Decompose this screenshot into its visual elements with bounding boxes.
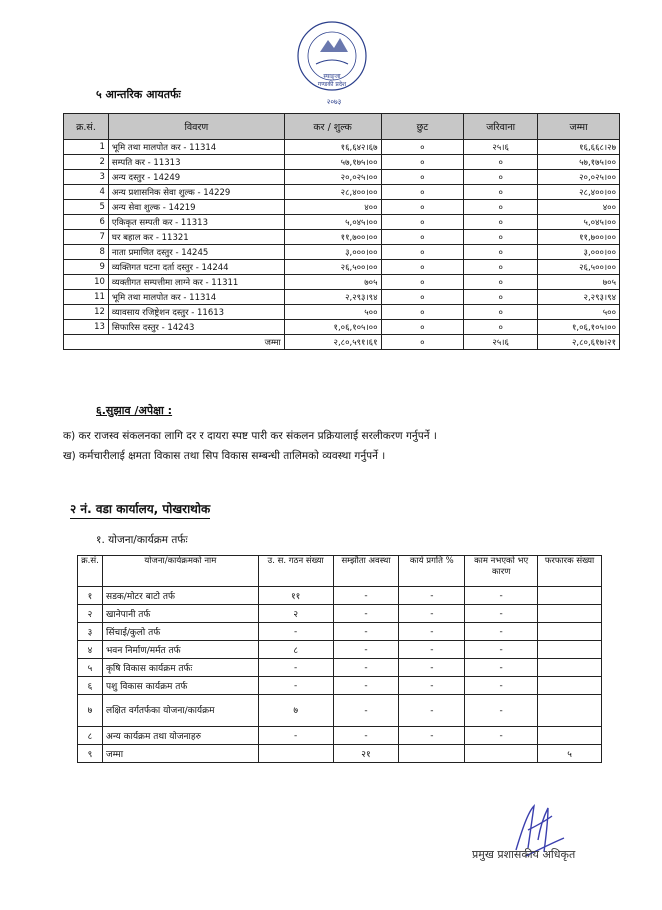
plan-header-reason: काम नभएको भए कारण (465, 556, 538, 587)
plan-row-user-committee: - (258, 727, 333, 745)
plan-row-user-committee: ७ (258, 695, 333, 727)
suggestion-item-1: क) कर राजस्व संकलनका लागि दर र दायरा स्पष्ट पारी कर संकलन प्रक्रियालाई सरलीकरण गर्नुपर्ने । (63, 430, 437, 442)
row-description: अन्य प्रशासनिक सेवा शुल्क - 14229 (108, 185, 284, 200)
plan-row-name: पशु विकास कार्यक्रम तर्फ (102, 677, 258, 695)
row-total: ५७,१७५।०० (538, 155, 620, 170)
plan-row-agreement: - (333, 677, 399, 695)
row-total: १६,६६८।२७ (538, 140, 620, 155)
row-exempt: ० (381, 230, 464, 245)
plan-row (78, 659, 602, 677)
plan-row-agreement: - (333, 659, 399, 677)
row-fine: ० (464, 245, 538, 260)
row-exempt: ० (381, 275, 464, 290)
plan-row-reason: - (465, 605, 538, 623)
plan-header-name: योजना/कार्यक्रमको नाम (102, 556, 258, 587)
plan-row-progress: - (399, 623, 465, 641)
row-total: १,०६,१०५।०० (538, 320, 620, 335)
plan-header-sn: क्र.सं. (78, 556, 103, 587)
row-sn: 6 (64, 215, 109, 230)
plan-row-sn: ३ (78, 623, 103, 641)
plan-row-sn: ६ (78, 677, 103, 695)
row-tax: २,२९३।९४ (284, 290, 381, 305)
total-fine: २५।६ (464, 335, 538, 350)
row-fine: ० (464, 200, 538, 215)
plan-row (78, 695, 602, 727)
row-exempt: ० (381, 140, 464, 155)
plan-row-user-committee: ११ (258, 587, 333, 605)
row-tax: ३,०००।०० (284, 245, 381, 260)
plan-row-user-committee (258, 745, 333, 763)
row-total: ७०५ (538, 275, 620, 290)
row-fine: ० (464, 320, 538, 335)
row-description: अन्य सेवा शुल्क - 14219 (108, 200, 284, 215)
row-tax: ५७,१७५।०० (284, 155, 381, 170)
plan-row-user-committee: ८ (258, 641, 333, 659)
plan-row-name: अन्य कार्यक्रम तथा योजनाहरु (102, 727, 258, 745)
revenue-row (64, 170, 620, 185)
svg-text:गण्डकी प्रदेश: गण्डकी प्रदेश (317, 81, 347, 88)
row-fine: ० (464, 155, 538, 170)
row-sn: 3 (64, 170, 109, 185)
plan-row-reason: - (465, 727, 538, 745)
plan-row-name: खानेपानी तर्फ (102, 605, 258, 623)
row-description: व्यक्तीगत सम्पत्तीमा लाग्ने कर - 11311 (108, 275, 284, 290)
row-description: भूमि तथा मालपोत कर - 11314 (108, 140, 284, 155)
total-sum: २,८०,६१७।२१ (538, 335, 620, 350)
revenue-total-row (64, 335, 620, 350)
row-total: ४०० (538, 200, 620, 215)
row-exempt: ० (381, 185, 464, 200)
row-fine: ० (464, 290, 538, 305)
row-tax: १,०६,१०५।०० (284, 320, 381, 335)
row-exempt: ० (381, 155, 464, 170)
suggestion-item-2: ख) कर्मचारीलाई क्षमता विकास तथा सिप विकास सम्बन्धी तालिमको व्यवस्था गर्नुपर्ने । (63, 450, 386, 462)
plan-row-reason: - (465, 695, 538, 727)
row-tax: ११,७००।०० (284, 230, 381, 245)
plan-row-user-committee: - (258, 623, 333, 641)
programme-subtitle: १. योजना/कार्यक्रम तर्फः (96, 534, 188, 546)
plan-row (78, 677, 602, 695)
header-fine: जरिवाना (464, 114, 538, 140)
plan-row-agreement: - (333, 641, 399, 659)
revenue-row (64, 320, 620, 335)
plan-row (78, 605, 602, 623)
row-fine: ० (464, 260, 538, 275)
row-fine: ० (464, 275, 538, 290)
office-seal-stamp (282, 16, 382, 108)
row-total: ३,०००।०० (538, 245, 620, 260)
plan-row-name: लक्षित वर्गतर्फका योजना/कार्यक्रम (102, 695, 258, 727)
row-sn: 4 (64, 185, 109, 200)
plan-header-settlement: फरफारक संख्या (538, 556, 602, 587)
row-total: २,२९३।९४ (538, 290, 620, 305)
plan-row-agreement: - (333, 623, 399, 641)
total-tax: २,८०,५९१।६१ (284, 335, 381, 350)
plan-row-progress: - (399, 605, 465, 623)
total-label: जम्मा (64, 335, 285, 350)
plan-row-settlement (538, 677, 602, 695)
revenue-row (64, 215, 620, 230)
revenue-row (64, 230, 620, 245)
plan-row-settlement (538, 605, 602, 623)
row-exempt: ० (381, 290, 464, 305)
plan-row-settlement (538, 641, 602, 659)
svg-text:२०७३: २०७३ (326, 98, 342, 106)
total-exempt: ० (381, 335, 464, 350)
row-description: नाता प्रमाणित दस्तुर - 14245 (108, 245, 284, 260)
plan-row-progress: - (399, 677, 465, 695)
revenue-row (64, 260, 620, 275)
plan-row-reason: - (465, 641, 538, 659)
row-sn: 1 (64, 140, 109, 155)
plan-row-name: जम्मा (102, 745, 258, 763)
row-description: सम्पति कर - 11313 (108, 155, 284, 170)
row-tax: ७०५ (284, 275, 381, 290)
revenue-row (64, 155, 620, 170)
plan-row-progress: - (399, 727, 465, 745)
plan-row (78, 623, 602, 641)
plan-row (78, 745, 602, 763)
plan-row-progress: - (399, 587, 465, 605)
row-fine: २५।६ (464, 140, 538, 155)
plan-row (78, 727, 602, 745)
signature-designation: प्रमुख प्रशासकीय अधिकृत (472, 848, 576, 861)
row-sn: 5 (64, 200, 109, 215)
row-exempt: ० (381, 245, 464, 260)
row-tax: ४०० (284, 200, 381, 215)
plan-row-name: भवन निर्माण/मर्मत तर्फ (102, 641, 258, 659)
row-total: २८,४००।०० (538, 185, 620, 200)
plan-row-reason: - (465, 677, 538, 695)
plan-row-sn: ५ (78, 659, 103, 677)
plan-row-progress (399, 745, 465, 763)
plan-row-progress: - (399, 695, 465, 727)
row-sn: 7 (64, 230, 109, 245)
row-exempt: ० (381, 260, 464, 275)
plan-header-user-committee: उ. स. गठन संख्या (258, 556, 333, 587)
header-total: जम्मा (538, 114, 620, 140)
plan-row-agreement: २१ (333, 745, 399, 763)
row-sn: 10 (64, 275, 109, 290)
plan-row-agreement: - (333, 695, 399, 727)
row-exempt: ० (381, 305, 464, 320)
plan-row-reason: - (465, 659, 538, 677)
svg-text:स्याङ्जा: स्याङ्जा (323, 73, 341, 80)
row-sn: 9 (64, 260, 109, 275)
revenue-row (64, 200, 620, 215)
plan-row (78, 587, 602, 605)
plan-row-agreement: - (333, 727, 399, 745)
row-fine: ० (464, 230, 538, 245)
row-tax: २८,४००।०० (284, 185, 381, 200)
plan-row-name: सिंचाई/कुलो तर्फ (102, 623, 258, 641)
plan-row-user-committee: २ (258, 605, 333, 623)
header-tax: कर / शुल्क (284, 114, 381, 140)
row-sn: 2 (64, 155, 109, 170)
section5-title: ५ आन्तरिक आयतर्फः (96, 88, 181, 101)
plan-table-header (78, 556, 602, 587)
plan-row-settlement: ५ (538, 745, 602, 763)
revenue-row (64, 290, 620, 305)
plan-table (77, 555, 602, 763)
row-total: २६,५००।०० (538, 260, 620, 275)
plan-row-settlement (538, 623, 602, 641)
revenue-table-header (64, 114, 620, 140)
plan-row-sn: ९ (78, 745, 103, 763)
row-fine: ० (464, 170, 538, 185)
header-description: विवरण (108, 114, 284, 140)
ward-office-title: २ नं. वडा कार्यालय, पोखराथोक (70, 500, 210, 519)
row-sn: 8 (64, 245, 109, 260)
plan-row-sn: १ (78, 587, 103, 605)
revenue-row (64, 245, 620, 260)
plan-row-progress: - (399, 659, 465, 677)
plan-row-progress: - (399, 641, 465, 659)
row-description: सिफारिस दस्तुर - 14243 (108, 320, 284, 335)
plan-row-agreement: - (333, 587, 399, 605)
header-exemption: छुट (381, 114, 464, 140)
row-sn: 11 (64, 290, 109, 305)
header-sn: क्र.सं. (64, 114, 109, 140)
row-tax: ५,०४५।०० (284, 215, 381, 230)
plan-header-agreement: सम्झौता अवस्था (333, 556, 399, 587)
plan-row-sn: ८ (78, 727, 103, 745)
revenue-row (64, 185, 620, 200)
row-total: २०,०२५।०० (538, 170, 620, 185)
row-description: एकिकृत सम्पती कर - 11313 (108, 215, 284, 230)
plan-row-sn: २ (78, 605, 103, 623)
plan-row-reason (465, 745, 538, 763)
plan-row-user-committee: - (258, 677, 333, 695)
plan-row-user-committee: - (258, 659, 333, 677)
revenue-row (64, 275, 620, 290)
plan-row-settlement (538, 659, 602, 677)
plan-row-name: सडक/मोटर बाटो तर्फ (102, 587, 258, 605)
plan-row-name: कृषि विकास कार्यक्रम तर्फः (102, 659, 258, 677)
row-tax: १६,६४२।६७ (284, 140, 381, 155)
plan-row-settlement (538, 587, 602, 605)
row-tax: ५०० (284, 305, 381, 320)
row-exempt: ० (381, 320, 464, 335)
revenue-table (63, 113, 620, 350)
row-tax: २०,०२५।०० (284, 170, 381, 185)
row-fine: ० (464, 185, 538, 200)
row-total: ५,०४५।०० (538, 215, 620, 230)
plan-row (78, 641, 602, 659)
revenue-row (64, 140, 620, 155)
row-fine: ० (464, 305, 538, 320)
plan-row-settlement (538, 695, 602, 727)
row-description: भूमि तथा मालपोत कर - 11314 (108, 290, 284, 305)
row-sn: 13 (64, 320, 109, 335)
row-description: घर बहाल कर - 11321 (108, 230, 284, 245)
row-description: अन्य दस्तुर - 14249 (108, 170, 284, 185)
plan-row-reason: - (465, 623, 538, 641)
row-total: ११,७००।०० (538, 230, 620, 245)
row-exempt: ० (381, 200, 464, 215)
plan-row-settlement (538, 727, 602, 745)
row-tax: २६,५००।०० (284, 260, 381, 275)
row-fine: ० (464, 215, 538, 230)
plan-row-sn: ७ (78, 695, 103, 727)
row-exempt: ० (381, 215, 464, 230)
plan-header-progress: कार्य प्रगति % (399, 556, 465, 587)
row-description: व्यक्तिगत घटना दर्ता दस्तुर - 14244 (108, 260, 284, 275)
plan-row-reason: - (465, 587, 538, 605)
row-sn: 12 (64, 305, 109, 320)
row-total: ५०० (538, 305, 620, 320)
row-description: व्यावसाय रजिष्ट्रेशन दस्तुर - 11613 (108, 305, 284, 320)
revenue-row (64, 305, 620, 320)
plan-row-agreement: - (333, 605, 399, 623)
row-exempt: ० (381, 170, 464, 185)
plan-row-sn: ४ (78, 641, 103, 659)
section6-title: ६.सुझाव /अपेक्षा : (96, 404, 173, 417)
